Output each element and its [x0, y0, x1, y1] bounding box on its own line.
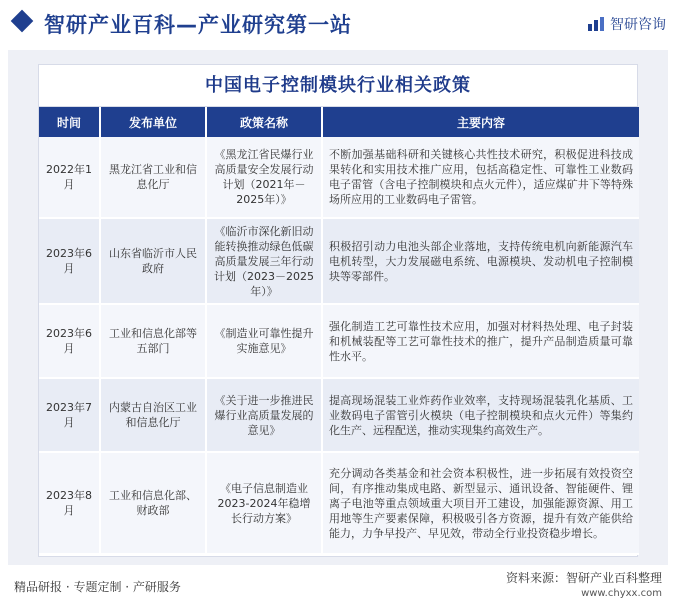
footer: [0, 565, 676, 607]
cell-publisher: 黑龙江省工业和信息化厅: [101, 137, 207, 219]
site-title: 智研产业百科—产业研究第一站: [44, 13, 352, 37]
cell-policy: 《电子信息制造业2023-2024年稳增长行动方案》: [207, 453, 323, 555]
diamond-icon: [11, 10, 34, 33]
cell-policy: 《黑龙江省民爆行业高质量安全发展行动计划（2021年－2025年）》: [207, 137, 323, 219]
brand-logo[interactable]: [587, 14, 666, 34]
policy-card: [38, 64, 638, 557]
footer-url[interactable]: www.chyxx.com: [581, 588, 662, 599]
table-row: [39, 137, 639, 219]
cell-time: 2022年1月: [39, 137, 101, 219]
footer-source: 资料来源：智研产业百科整理: [505, 571, 662, 585]
cell-time: 2023年8月: [39, 453, 101, 555]
cell-content: 提高现场混装工业炸药作业效率，支持现场混装乳化基质、工业数码电子雷管引火模块（电子控制模块和点火元件）等集约化生产、远程配送，推动实现集约高效生产。: [323, 379, 639, 453]
table-row: [39, 305, 639, 379]
cell-publisher: 工业和信息化部等五部门: [101, 305, 207, 379]
cell-content: 积极招引动力电池头部企业落地，支持传统电机向新能源汽车电机转型，大力发展磁电系统、电源模块、发动机电子控制模块等零部件。: [323, 219, 639, 305]
column-header-time: 时间: [39, 107, 101, 137]
cell-time: 2023年7月: [39, 379, 101, 453]
policy-table: [39, 107, 639, 555]
column-header-publisher: 发布单位: [101, 107, 207, 137]
column-header-content: 主要内容: [323, 107, 639, 137]
content-frame: [8, 50, 668, 565]
cell-content: 充分调动各类基金和社会资本积极性，进一步拓展有效投资空间，有序推动集成电路、新型显示、通讯设备、智能硬件、锂离子电池等重点领域重大项目开工建设，加强能源资源、用工用地等生产要素保障，积极吸引各方资源，提升有效产能供给能力，力争早投产、早见效，带动全行业投资稳步增长。: [323, 453, 639, 555]
top-banner: [0, 0, 676, 50]
table-row: [39, 453, 639, 555]
bar-chart-icon: [587, 16, 605, 32]
cell-policy: 《临沂市深化新旧动能转换推动绿色低碳高质量发展三年行动计划（2023－2025年）》: [207, 219, 323, 305]
footer-source-block: [506, 569, 662, 599]
table-row: [39, 219, 639, 305]
cell-publisher: 山东省临沂市人民政府: [101, 219, 207, 305]
brand-name: 智研咨询: [610, 17, 666, 33]
cell-time: 2023年6月: [39, 305, 101, 379]
cell-content: 强化制造工艺可靠性技术应用，加强对材料热处理、电子封装和机械装配等工艺可靠性技术的推广，提升产品制造质量可靠性水平。: [323, 305, 639, 379]
table-row: [39, 379, 639, 453]
cell-publisher: 内蒙古自治区工业和信息化厅: [101, 379, 207, 453]
cell-policy: 《关于进一步推进民爆行业高质量发展的意见》: [207, 379, 323, 453]
cell-content: 不断加强基础科研和关键核心共性技术研究，积极促进科技成果转化和实用技术推广应用，包括高稳定性、可靠性工业数码电子雷管（含电子控制模块和点火元件），适应煤矿井下等特殊场所应用的工业数码电子雷管。: [323, 137, 639, 219]
table-header-row: [39, 107, 639, 137]
cell-policy: 《制造业可靠性提升实施意见》: [207, 305, 323, 379]
column-header-policy: 政策名称: [207, 107, 323, 137]
table-title: 中国电子控制模块行业相关政策: [39, 65, 637, 107]
cell-publisher: 工业和信息化部、财政部: [101, 453, 207, 555]
cell-time: 2023年6月: [39, 219, 101, 305]
footer-services: 精品研报 · 专题定制 · 产研服务: [14, 580, 181, 594]
